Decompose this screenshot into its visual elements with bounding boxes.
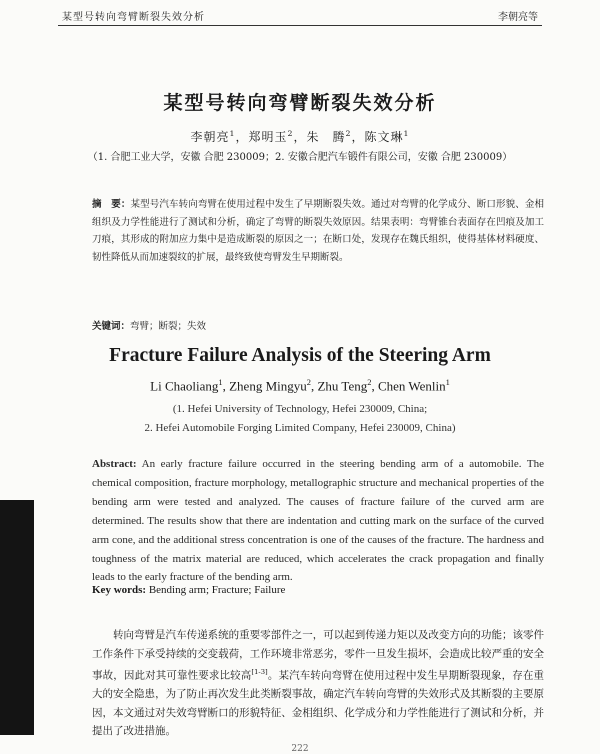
en-author-3: Zhu Teng bbox=[317, 378, 368, 394]
cn-author-4: 陈文琳 bbox=[364, 130, 404, 144]
chinese-abstract bbox=[92, 196, 544, 266]
chinese-keywords bbox=[92, 318, 544, 332]
cn-abstract-text: 某型号汽车转向弯臂在使用过程中发生了早期断裂失效。通过对弯臂的化学成分、断口形貌、金相组织及力学性能进行了测试和分析，确定了弯臂的断裂失效原因。结果表明：弯臂锥台表面存在凹痕及加工刀痕，其形成的附加应力集中是造成断裂的原因之一；在断口处，发现存在魏氏组织，使得基体材料硬度、韧性降低从而加速裂纹的扩展，最终致使弯臂发生早期断裂。 bbox=[92, 199, 544, 263]
cn-author-4-sup: 1 bbox=[403, 129, 410, 138]
running-header-title: 某型号转向弯臂断裂失效分析 bbox=[62, 12, 205, 23]
scan-binding-shadow bbox=[0, 500, 34, 735]
english-affiliation-1: (1. Hefei University of Technology, Hefei 230009, China; bbox=[172, 403, 428, 415]
en-author-4: Chen Wenlin bbox=[377, 378, 446, 394]
en-author-1: Li Chaoliang bbox=[150, 378, 219, 394]
body-text-part-1: 转向弯臂是汽车传递系统的重要零部件之一，可以起到传递力矩以及改变方向的功能；该零件工作条件下承受持续的交变载荷，工作环境非常恶劣，零件一旦发生损坏，会造成比较严重的安全事故，因此对其可靠性要求比较高 bbox=[92, 629, 544, 682]
en-abstract-label: Abstract: bbox=[92, 458, 137, 470]
header-divider bbox=[58, 25, 542, 26]
body-paragraph-1 bbox=[92, 626, 544, 741]
en-author-3-sup: 2 bbox=[367, 377, 372, 387]
cn-author-1-sup: 1 bbox=[229, 129, 236, 138]
chinese-affiliation: （1. 合肥工业大学，安徽 合肥 230009；2. 安徽合肥汽车锻件有限公司，安徽 合肥 230009） bbox=[87, 152, 513, 163]
cn-abstract-label: 摘 要： bbox=[92, 199, 131, 210]
cn-author-3: 朱 腾 bbox=[306, 130, 346, 144]
en-keywords-text: Bending arm; Fracture; Failure bbox=[148, 584, 286, 596]
citation-ref: [1-3] bbox=[251, 668, 268, 676]
en-keywords-label: Key words: bbox=[92, 584, 147, 596]
en-author-1-sup: 1 bbox=[218, 377, 223, 387]
chinese-title: 某型号转向弯臂断裂失效分析 bbox=[163, 92, 437, 114]
en-author-2: Zheng Mingyu bbox=[229, 378, 307, 394]
cn-keywords-label: 关键词： bbox=[92, 321, 131, 332]
english-title: Fracture Failure Analysis of the Steering Arm bbox=[109, 345, 491, 366]
english-affiliation-2: 2. Hefei Automobile Forging Limited Company, Hefei 230009, China) bbox=[144, 422, 456, 434]
cn-author-3-sup: 2 bbox=[345, 129, 352, 138]
cn-author-2: 郑明玉 bbox=[248, 130, 288, 144]
en-author-2-sup: 2 bbox=[306, 377, 311, 387]
english-abstract bbox=[92, 455, 544, 587]
en-author-4-sup: 1 bbox=[445, 377, 450, 387]
en-abstract-text: An early fracture failure occurred in the steering bending arm of a automobile. The chemical composition, fracture morphology, metallographic structure and mechanical properties of the bending arm were tested and analyzed. The causes of fracture failure of the curved arm are determined. The results show that there are indentation and cutting mark on the surface of the curved arm cone, and the additional stress concentration is one of the causes of the fracture. The hardness and toughness of the matrix material are reduced, which accelerates the crack propagation and finally leads to the early fracture of the bending arm. bbox=[92, 458, 544, 584]
cn-author-2-sup: 2 bbox=[287, 129, 294, 138]
cn-keywords-text: 弯臂；断裂；失效 bbox=[130, 321, 207, 332]
english-authors: Li Chaoliang$^1$, Zheng Mingyu$^2$, Zhu Teng$^2$, Chen Wenlin$^1$ bbox=[150, 377, 450, 394]
running-header-authors: 李朝亮等 bbox=[498, 12, 538, 23]
body-text-part-2: 。某汽车转向弯臂在使用过程中发生早期断裂现象，存在重大的安全隐患，为了防止再次发生此类断裂事故，确定汽车转向弯臂的失效形式及其断裂的主要原因，本文通过对失效弯臂断口的形貌特征、金相组织、化学成分和力学性能进行了测试和分析，并提出了改进措施。 bbox=[92, 669, 545, 737]
english-keywords bbox=[92, 584, 544, 596]
cn-author-1: 李朝亮 bbox=[190, 130, 230, 144]
page-number: 222 bbox=[291, 744, 309, 754]
chinese-authors: 李朝亮$^1$，郑明玉$^2$，朱 腾$^2$，陈文琳$^1$ bbox=[190, 129, 410, 144]
